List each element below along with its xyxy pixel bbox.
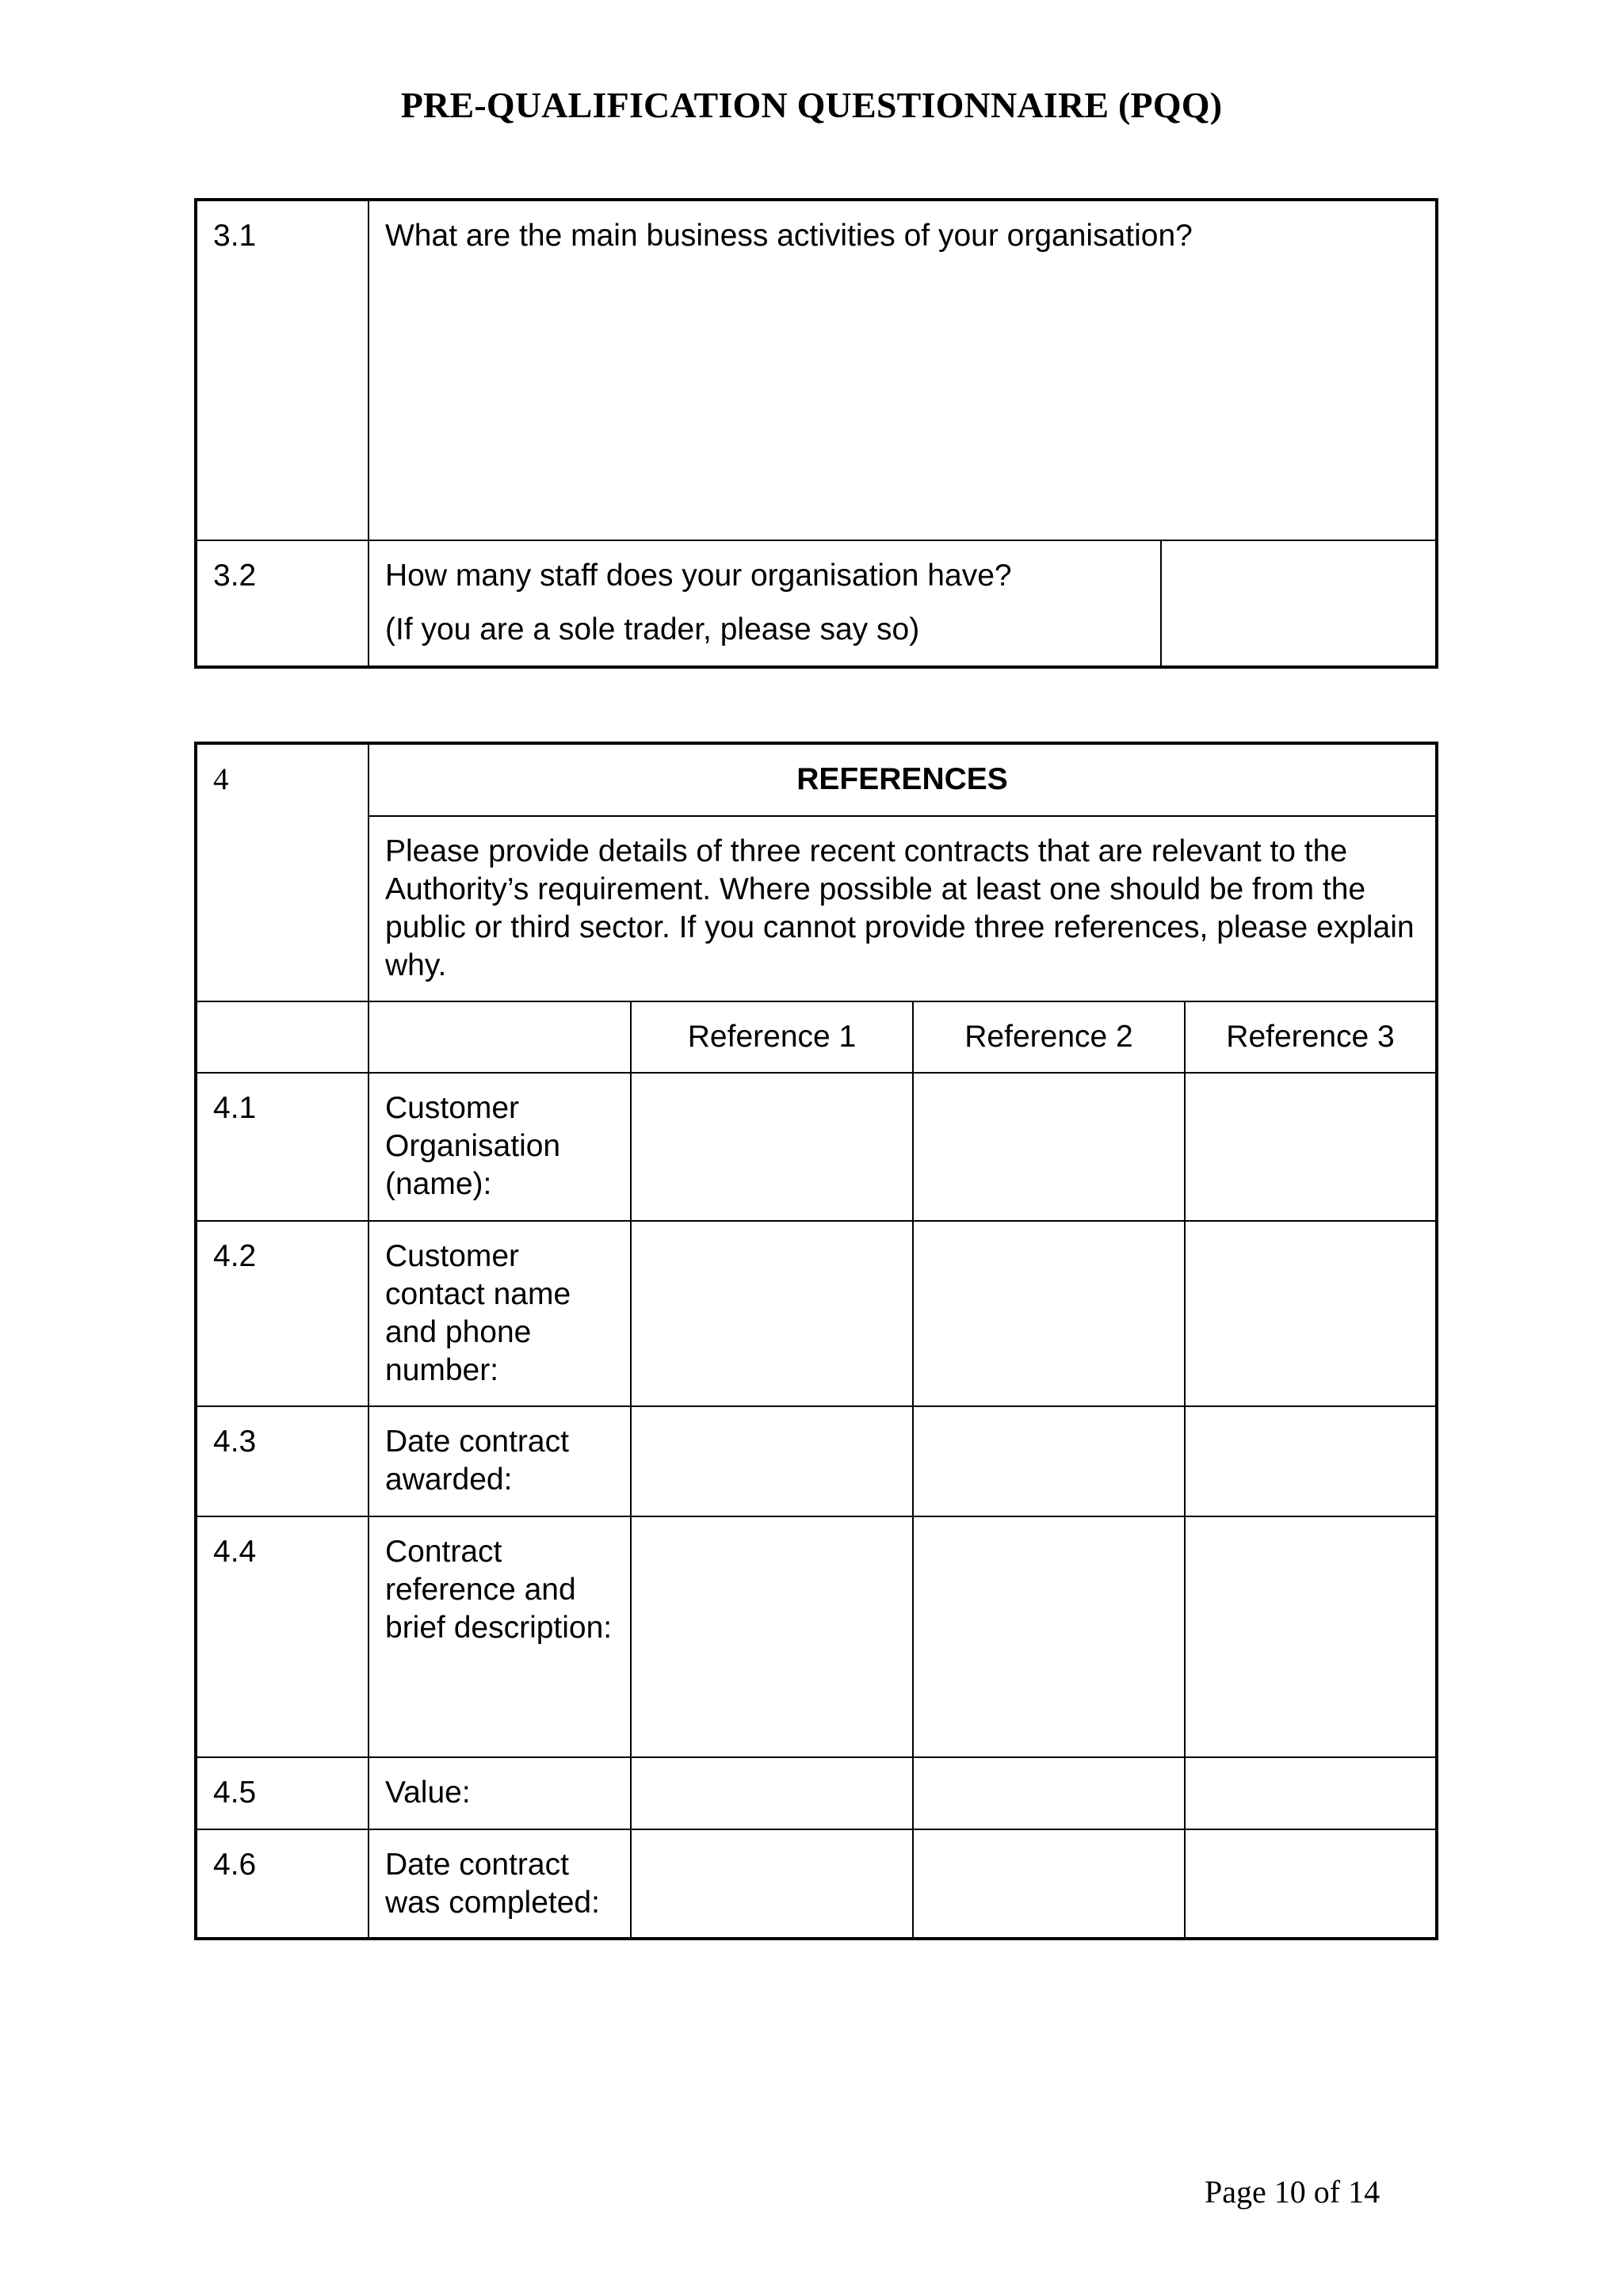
references-instructions: Please provide details of three recent contracts that are relevant to the Authority’s requirement. Where possible at least one should be from the public or third sector. If you cannot provide three references, please explain why.: [369, 816, 1437, 1001]
business-activities-answer-area[interactable]: [369, 200, 1437, 540]
reference-2-contact-field[interactable]: [913, 1221, 1185, 1406]
table-row: [196, 1001, 1437, 1073]
row-number-4-3: 4.3: [196, 1406, 369, 1516]
row-number-4-1: 4.1: [196, 1073, 369, 1221]
row-number-4-6: 4.6: [196, 1829, 369, 1939]
question-3-2-note: (If you are a sole trader, please say so): [385, 612, 920, 646]
table-row: [196, 816, 1437, 1001]
reference-3-contract-description-field[interactable]: [1185, 1516, 1437, 1757]
reference-2-value-field[interactable]: [913, 1757, 1185, 1829]
table-row: [196, 743, 1437, 816]
table-row: [196, 1829, 1437, 1939]
references-table: [194, 742, 1438, 1940]
table-row: [196, 1757, 1437, 1829]
row-number-4-4: 4.4: [196, 1516, 369, 1757]
row-label-4-3: Date contract awarded:: [369, 1406, 631, 1516]
table-row: [196, 1221, 1437, 1406]
reference-1-date-awarded-field[interactable]: [631, 1406, 913, 1516]
reference-1-customer-organisation-field[interactable]: [631, 1073, 913, 1221]
reference-2-date-completed-field[interactable]: [913, 1829, 1185, 1939]
row-label-4-5: Value:: [369, 1757, 631, 1829]
section-number-4: 4: [196, 743, 369, 1001]
reference-3-contact-field[interactable]: [1185, 1221, 1437, 1406]
table-row: [196, 540, 1437, 667]
table-row: [196, 1073, 1437, 1221]
empty-header-cell: [369, 1001, 631, 1073]
row-label-4-1: Customer Organisation (name):: [369, 1073, 631, 1221]
reference-1-date-completed-field[interactable]: [631, 1829, 913, 1939]
row-label-4-6: Date contract was completed:: [369, 1829, 631, 1939]
row-label-4-4: Contract reference and brief description:: [369, 1516, 631, 1757]
reference-2-customer-organisation-field[interactable]: [913, 1073, 1185, 1221]
reference-1-header: Reference 1: [631, 1001, 913, 1073]
reference-3-date-completed-field[interactable]: [1185, 1829, 1437, 1939]
reference-1-value-field[interactable]: [631, 1757, 913, 1829]
row-number-4-2: 4.2: [196, 1221, 369, 1406]
business-activities-table: [194, 198, 1438, 669]
question-number-3-1: 3.1: [196, 200, 369, 540]
reference-3-date-awarded-field[interactable]: [1185, 1406, 1437, 1516]
table-row: [196, 200, 1437, 540]
references-heading: REFERENCES: [369, 743, 1437, 816]
reference-2-date-awarded-field[interactable]: [913, 1406, 1185, 1516]
reference-3-value-field[interactable]: [1185, 1757, 1437, 1829]
empty-header-cell: [196, 1001, 369, 1073]
reference-2-header: Reference 2: [913, 1001, 1185, 1073]
reference-3-header: Reference 3: [1185, 1001, 1437, 1073]
question-number-3-2: 3.2: [196, 540, 369, 667]
question-3-2-text: How many staff does your organisation have?: [385, 559, 1012, 593]
reference-2-contract-description-field[interactable]: [913, 1516, 1185, 1757]
page-number: Page 10 of 14: [1205, 2174, 1381, 2210]
question-3-2-cell: [369, 540, 1161, 667]
question-3-1-text: What are the main business activities of your organisation?: [385, 219, 1193, 253]
reference-3-customer-organisation-field[interactable]: [1185, 1073, 1437, 1221]
row-number-4-5: 4.5: [196, 1757, 369, 1829]
table-row: [196, 1516, 1437, 1757]
table-row: [196, 1406, 1437, 1516]
staff-count-answer-field[interactable]: [1161, 540, 1437, 667]
row-label-4-2: Customer contact name and phone number:: [369, 1221, 631, 1406]
page-title: PRE-QUALIFICATION QUESTIONNAIRE (PQQ): [400, 85, 1223, 125]
reference-1-contact-field[interactable]: [631, 1221, 913, 1406]
reference-1-contract-description-field[interactable]: [631, 1516, 913, 1757]
